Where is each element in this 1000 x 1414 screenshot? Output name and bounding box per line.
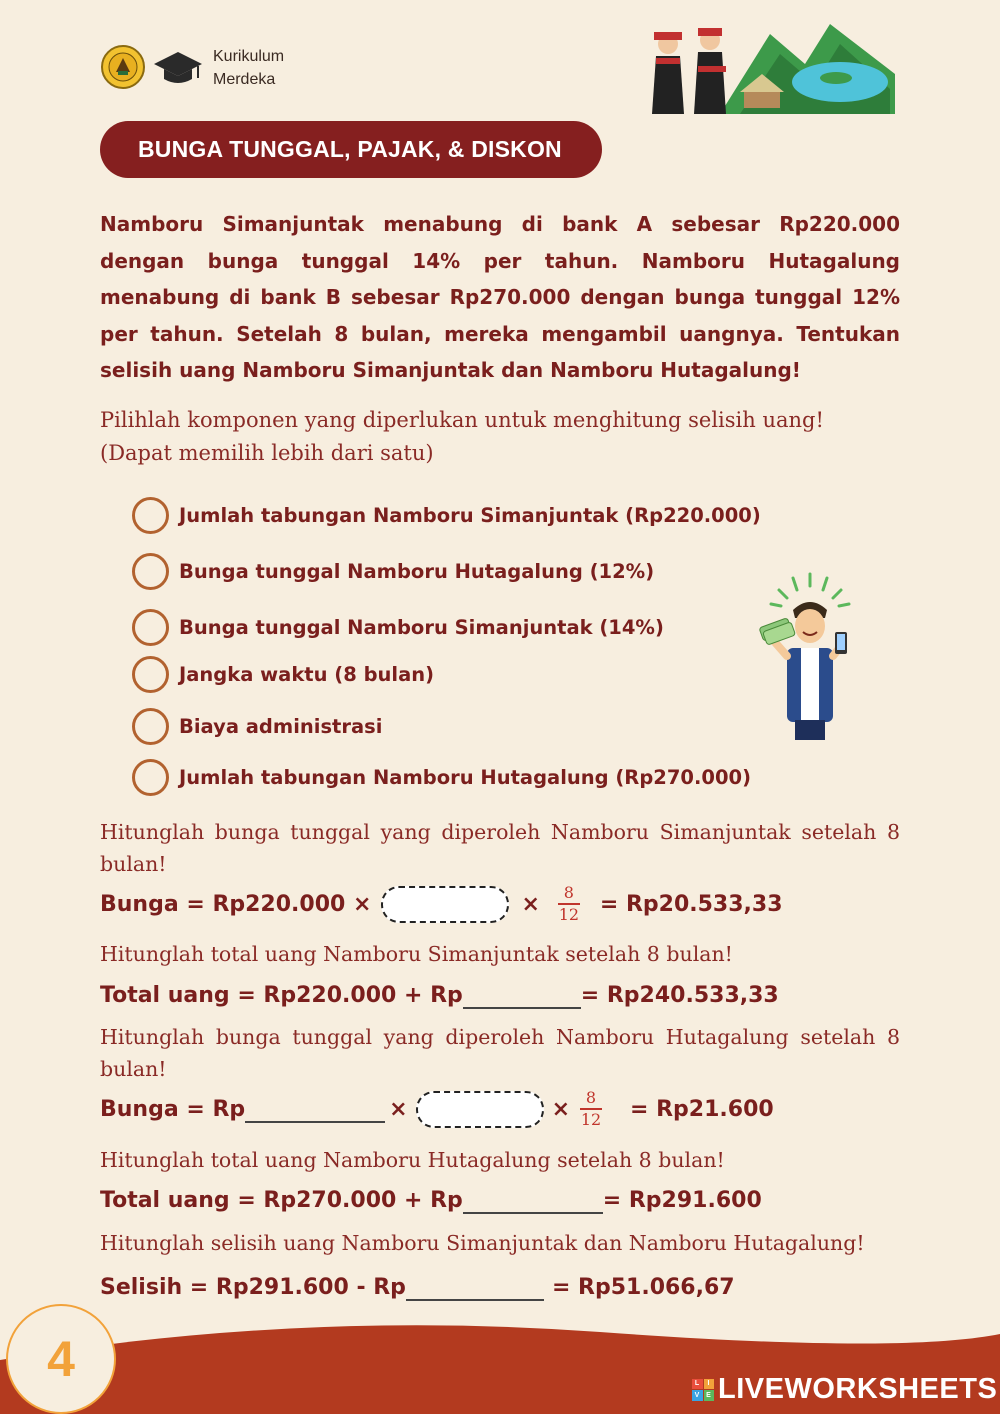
option-item[interactable] [132,551,654,591]
equation-3-left: Bunga = Rp [100,1096,246,1122]
equation-5 [100,1267,735,1307]
equation-4-left: Total uang = Rp270.000 + Rp [100,1187,463,1213]
equation-3-result: = Rp21.600 [630,1096,774,1122]
option-item[interactable] [132,757,751,797]
equation-3 [100,1089,774,1129]
question-3: Hitunglah bunga tunggal yang diperoleh Namboru Hutagalung setelah 8 bulan! [100,1025,900,1081]
page-number: 4 [6,1304,116,1414]
graduation-cap-icon [152,46,204,90]
option-radio[interactable] [132,656,169,693]
equation-5-left: Selisih = Rp291.600 - Rp [100,1274,406,1300]
option-label: Jumlah tabungan Namboru Hutagalung (Rp270.000) [179,765,752,789]
question-1: Hitunglah bunga tunggal yang diperoleh Namboru Simanjuntak setelah 8 bulan! [100,820,900,876]
option-radio[interactable] [132,708,169,745]
liveworksheets-brand: LIVEWORKSHEETS [718,1373,998,1405]
option-label: Bunga tunggal Namboru Simanjuntak (14%) [179,615,664,639]
equation-1-result: = Rp20.533,33 [599,891,783,917]
instruction-line-1: Pilihlah komponen yang diperlukan untuk menghitung selisih uang! [100,408,824,432]
equation-4-result: = Rp291.600 [602,1187,762,1213]
interest-blank-2[interactable] [463,1187,603,1214]
page-title: BUNGA TUNGGAL, PAJAK, & DISKON [100,121,602,178]
instruction [100,404,840,470]
happy-person-illustration [755,570,865,745]
times-sign: × [551,1096,571,1122]
option-label: Jangka waktu (8 bulan) [179,662,435,686]
times-sign: × [389,1096,408,1122]
option-item[interactable] [132,654,434,694]
fraction-denominator: 12 [558,904,580,924]
liveworksheets-logo [692,1373,997,1406]
equation-5-result: = Rp51.066,67 [551,1274,735,1300]
instruction-line-2: (Dapat memilih lebih dari satu) [100,441,434,465]
icon-letter: E [704,1390,715,1401]
interest-rate-input-1[interactable] [381,886,509,923]
question-5: Hitunglah selisih uang Namboru Simanjuntak dan Namboru Hutagalung! [100,1231,865,1255]
option-item[interactable] [132,706,382,746]
interest-blank-1[interactable] [463,982,581,1009]
option-label: Biaya administrasi [179,714,383,738]
fraction-numerator: 8 [563,883,574,903]
equation-2 [100,975,779,1015]
fraction-numerator: 8 [585,1088,597,1108]
question-2: Hitunglah total uang Namboru Simanjuntak setelah 8 bulan! [100,942,733,966]
equation-1-left: Bunga = Rp220.000 × [100,891,372,917]
difference-blank[interactable] [406,1274,544,1301]
fraction-8-12 [580,1089,602,1129]
equation-4 [100,1180,762,1220]
times-sign: × [521,891,540,917]
option-radio[interactable] [132,759,169,796]
batak-culture-illustration [640,14,900,120]
problem-statement: Namboru Simanjuntak menabung di bank A sebesar Rp220.000 dengan bunga tunggal 14% per tahun. Namboru Hutagalung menabung di bank B sebesar Rp270.000 dengan bunga tunggal 12% per tahun. Setelah 8 bulan, mereka mengambil uangnya. Tentukan selisih uang Namboru Simanjuntak dan Namboru Hutagalung! [100,212,900,383]
interest-rate-input-2[interactable] [416,1091,544,1128]
icon-letter: L [692,1379,703,1390]
equation-1 [100,884,783,924]
liveworksheets-icon [692,1379,714,1401]
fraction-8-12 [558,884,580,924]
equation-2-left: Total uang = Rp220.000 + Rp [100,982,463,1008]
curriculum-line-1: Kurikulum [213,48,285,65]
option-item[interactable] [132,495,761,535]
option-item[interactable] [132,607,664,647]
equation-2-result: = Rp240.533,33 [580,982,779,1008]
icon-letter: V [692,1390,703,1401]
option-radio[interactable] [132,553,169,590]
option-label: Bunga tunggal Namboru Hutagalung (12%) [179,559,655,583]
option-radio[interactable] [132,609,169,646]
option-label: Jumlah tabungan Namboru Simanjuntak (Rp220.000) [179,503,761,527]
option-radio[interactable] [132,497,169,534]
fraction-denominator: 12 [580,1109,602,1129]
curriculum-line-2: Merdeka [213,71,276,88]
icon-letter: I [704,1379,715,1390]
question-4: Hitunglah total uang Namboru Hutagalung setelah 8 bulan! [100,1148,725,1172]
curriculum-label [213,45,284,91]
savings-blank[interactable] [245,1096,385,1123]
university-logo-icon [100,44,146,90]
